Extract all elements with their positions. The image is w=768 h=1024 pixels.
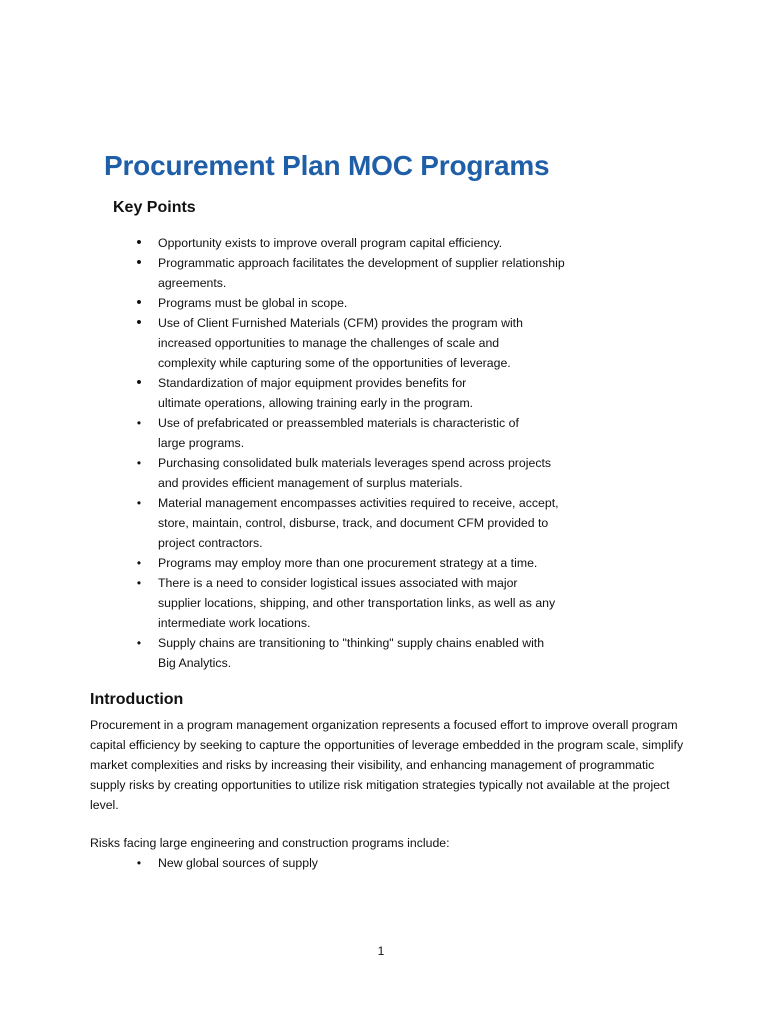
list-item xyxy=(136,313,598,373)
list-item xyxy=(136,373,598,413)
list-item xyxy=(136,453,598,493)
bullet-icon: • xyxy=(136,576,142,590)
risks-intro-text: Risks facing large engineering and construction programs include: xyxy=(90,836,450,850)
document-title: Procurement Plan MOC Programs xyxy=(104,150,550,181)
bullet-icon: • xyxy=(136,856,142,870)
bullet-icon: • xyxy=(136,456,142,470)
list-item-text: New global sources of supply xyxy=(158,856,318,870)
list-item-text: Use of Client Furnished Materials (CFM) provides the program with increased opportunities to manage the challenges of scale and complexity while capturing some of the opportunities of leverage. xyxy=(158,316,523,370)
list-item xyxy=(136,253,598,293)
introduction-heading: Introduction xyxy=(90,691,184,708)
bullet-icon: • xyxy=(136,314,142,331)
list-item xyxy=(136,413,598,453)
list-item xyxy=(136,553,598,573)
bullet-icon: • xyxy=(136,234,142,251)
list-item-text: Use of prefabricated or preassembled materials is characteristic of large programs. xyxy=(158,416,519,450)
list-item xyxy=(136,853,318,873)
list-item-text: Programs must be global in scope. xyxy=(158,296,348,310)
list-item-text: Purchasing consolidated bulk materials leverages spend across projects and provides efficient management of surplus materials. xyxy=(158,456,552,490)
list-item-text: Opportunity exists to improve overall program capital efficiency. xyxy=(158,236,503,250)
bullet-icon: • xyxy=(136,374,142,391)
list-item xyxy=(136,233,598,253)
introduction-paragraph: Procurement in a program management organization represents a focused effort to improve overall program capital efficiency by seeking to capture the opportunities of leverage embedded in the program scale, simplify market complexities and risks by increasing their visibility, and enhancing management of programmatic supply risks by creating opportunities to utilize risk mitigation strategies typically not available at the project level. xyxy=(90,718,684,812)
list-item-text: Standardization of major equipment provides benefits for ultimate operations, allowing training early in the program. xyxy=(158,376,474,410)
page-number: 1 xyxy=(377,944,385,958)
list-item xyxy=(136,493,598,553)
bullet-icon: • xyxy=(136,636,142,650)
list-item-text: Material management encompasses activities required to receive, accept, store, maintain, control, disburse, track, and document CFM provided to project contractors. xyxy=(158,496,559,550)
list-item xyxy=(136,633,598,673)
bullet-icon: • xyxy=(136,254,142,271)
key-points-heading: Key Points xyxy=(113,199,196,216)
key-points-list xyxy=(136,233,598,673)
list-item-text: There is a need to consider logistical issues associated with major supplier locations, shipping, and other transportation links, as well as any intermediate work locations. xyxy=(158,576,556,630)
bullet-icon: • xyxy=(136,556,142,570)
bullet-icon: • xyxy=(136,496,142,510)
bullet-icon: • xyxy=(136,416,142,430)
list-item-text: Programs may employ more than one procurement strategy at a time. xyxy=(158,556,538,570)
bullet-icon: • xyxy=(136,294,142,311)
list-item xyxy=(136,573,598,633)
list-item xyxy=(136,293,598,313)
risks-list xyxy=(136,853,318,873)
list-item-text: Supply chains are transitioning to "thinking" supply chains enabled with Big Analytics. xyxy=(158,636,545,670)
list-item-text: Programmatic approach facilitates the development of supplier relationship agreements. xyxy=(158,256,565,290)
